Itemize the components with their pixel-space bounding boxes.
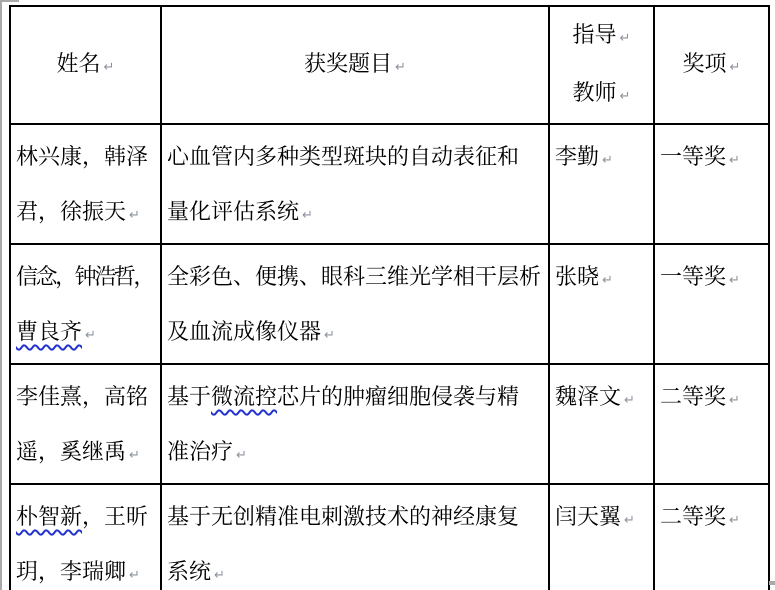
name-cell[interactable]	[10, 124, 161, 244]
paragraph-mark-icon: ↵	[602, 272, 613, 287]
text-run: 一等奖	[660, 144, 727, 169]
text-line	[660, 249, 763, 307]
text-run: 获奖题目	[304, 51, 393, 76]
paragraph-mark-icon: ↵	[602, 152, 613, 167]
spellcheck-flagged-text: 朴智新	[16, 504, 83, 529]
paragraph-mark-icon: ↵	[103, 59, 115, 74]
award-cell[interactable]	[654, 124, 769, 244]
text-line	[167, 489, 543, 544]
text-line	[555, 249, 648, 307]
text-line	[660, 489, 763, 547]
text-line	[16, 424, 155, 482]
award-cell[interactable]	[654, 244, 769, 364]
text-line	[555, 129, 648, 187]
text-line	[16, 129, 155, 184]
text-line	[167, 184, 543, 242]
advisor-cell[interactable]	[549, 124, 654, 244]
text-line	[552, 7, 651, 65]
text-run: 魏泽文	[555, 384, 622, 409]
spellcheck-flagged-text: 曹良齐	[16, 319, 83, 344]
paragraph-mark-icon: ↵	[395, 59, 406, 74]
text-line	[555, 489, 648, 547]
text-run: 量化评估系统	[167, 199, 300, 224]
text-line	[555, 369, 648, 427]
text-run: 林兴康，韩泽	[16, 144, 149, 169]
paragraph-mark-icon: ↵	[214, 567, 225, 582]
text-line	[13, 36, 158, 94]
text-run: 君，徐振天	[16, 199, 127, 224]
text-run: 准治疗	[167, 439, 234, 464]
text-line	[167, 304, 543, 362]
title-cell[interactable]	[161, 244, 549, 364]
paragraph-mark-icon: ↵	[729, 152, 740, 167]
paragraph-mark-icon: ↵	[729, 512, 740, 527]
table-row	[10, 364, 769, 484]
text-line	[164, 36, 546, 94]
name-cell[interactable]	[10, 364, 161, 484]
text-run: 基于	[167, 384, 212, 409]
header-cell-award[interactable]	[654, 6, 769, 124]
text-run: 姓名	[56, 51, 101, 76]
text-line	[16, 489, 155, 544]
text-run: 李勤	[555, 144, 600, 169]
text-run: 全彩色、便携、眼科三维光学相干层析	[167, 264, 542, 289]
paragraph-mark-icon: ↵	[624, 512, 635, 527]
paragraph-mark-icon: ↵	[729, 392, 740, 407]
header-cell-title[interactable]	[161, 6, 549, 124]
paragraph-mark-icon: ↵	[85, 327, 96, 342]
text-line	[660, 369, 763, 427]
text-line	[660, 129, 763, 187]
advisor-cell[interactable]	[549, 244, 654, 364]
paragraph-mark-icon: ↵	[129, 207, 140, 222]
awards-table-body	[10, 124, 769, 590]
award-cell[interactable]	[654, 484, 769, 590]
text-run: 心血管内多种类型斑块的自动表征和	[167, 144, 520, 169]
text-line	[167, 369, 543, 424]
paragraph-mark-icon: ↵	[729, 272, 740, 287]
text-line	[16, 304, 155, 362]
paragraph-mark-icon: ↵	[129, 447, 140, 462]
paragraph-mark-icon: ↵	[619, 88, 631, 103]
page-edge-tick	[0, 0, 19, 2]
text-run: 李佳熹，高铭	[16, 384, 149, 409]
paragraph-mark-icon: ↵	[129, 567, 140, 582]
name-cell[interactable]	[10, 484, 161, 590]
paragraph-mark-icon: ↵	[729, 59, 741, 74]
spellcheck-flagged-text: 微流控	[211, 384, 278, 409]
title-cell[interactable]	[161, 124, 549, 244]
text-line	[552, 65, 651, 123]
text-line	[657, 36, 766, 94]
paragraph-mark-icon: ↵	[619, 30, 631, 45]
text-run: 玥，李瑞卿	[16, 559, 127, 584]
table-row	[10, 484, 769, 590]
header-row	[10, 6, 769, 124]
text-line	[167, 129, 543, 184]
header-cell-advisor[interactable]	[549, 6, 654, 124]
table-row	[10, 124, 769, 244]
text-run: 闫天翼	[555, 504, 622, 529]
title-cell[interactable]	[161, 364, 549, 484]
text-run: 系统	[167, 559, 212, 584]
page-edge-line	[0, 0, 2, 590]
text-run: 芯片的肿瘤细胞侵袭与精	[277, 384, 520, 409]
text-line	[16, 184, 155, 242]
award-cell[interactable]	[654, 364, 769, 484]
table-row	[10, 244, 769, 364]
advisor-cell[interactable]	[549, 484, 654, 590]
header-cell-name[interactable]	[10, 6, 161, 124]
text-run: 奖项	[682, 51, 727, 76]
awards-table	[9, 5, 770, 590]
text-run: 信念，钟浩哲，	[16, 264, 153, 289]
table-corner-mark	[769, 581, 775, 585]
text-run: 二等奖	[660, 504, 727, 529]
text-line	[16, 544, 155, 590]
text-run: 遥，奚继禹	[16, 439, 127, 464]
text-line	[167, 544, 543, 590]
text-run: 二等奖	[660, 384, 727, 409]
text-run: 一等奖	[660, 264, 727, 289]
text-line	[167, 424, 543, 482]
text-run: 教师	[572, 80, 617, 105]
advisor-cell[interactable]	[549, 364, 654, 484]
paragraph-mark-icon: ↵	[302, 207, 313, 222]
text-run: 及血流成像仪器	[167, 319, 322, 344]
text-line	[167, 249, 543, 304]
title-cell[interactable]	[161, 484, 549, 590]
text-line	[16, 249, 155, 304]
paragraph-mark-icon: ↵	[624, 392, 635, 407]
paragraph-mark-icon: ↵	[324, 327, 335, 342]
text-run: 张晓	[555, 264, 600, 289]
text-run: ，王昕	[82, 504, 149, 529]
name-cell[interactable]	[10, 244, 161, 364]
awards-table-header	[10, 6, 769, 124]
paragraph-mark-icon: ↵	[236, 447, 247, 462]
text-run: 基于无创精准电刺激技术的神经康复	[167, 504, 520, 529]
text-line	[16, 369, 155, 424]
text-run: 指导	[572, 22, 617, 47]
